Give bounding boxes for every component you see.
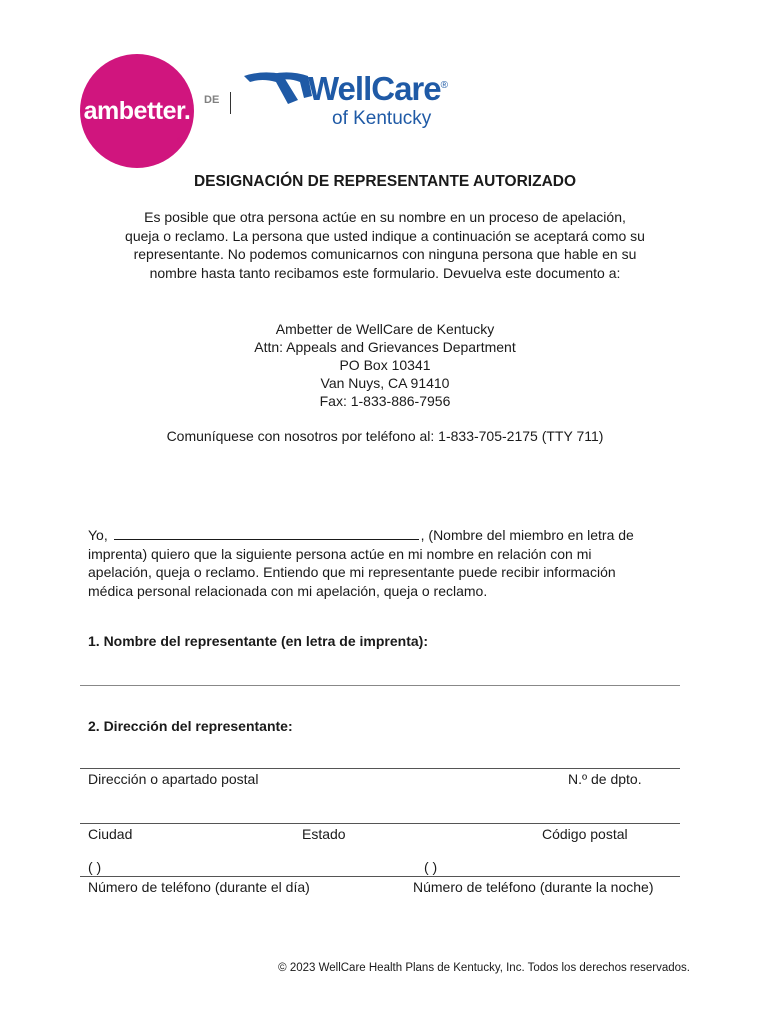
city-state-zip-line-field[interactable] xyxy=(80,823,680,824)
wellcare-logo-name: WellCare® xyxy=(308,70,447,107)
section2-label: 2. Dirección del representante: xyxy=(88,718,293,734)
mailing-address xyxy=(0,320,770,410)
phone-night-label: Número de teléfono (durante la noche) xyxy=(413,879,654,895)
wellcare-reg-mark: ® xyxy=(440,80,447,91)
address-field-label: Dirección o apartado postal xyxy=(88,771,259,787)
phone-line-field[interactable] xyxy=(80,876,680,877)
intro-line: Es posible que otra persona actúe en su nombre en un proceso de apelación, xyxy=(144,209,626,225)
state-field-label: Estado xyxy=(302,826,346,842)
zip-field-label: Código postal xyxy=(542,826,628,842)
member-name-blank[interactable] xyxy=(114,527,419,540)
intro-line: representante. No podemos comunicarnos con ninguna persona que hable en su xyxy=(133,246,637,262)
phone-day-area-code[interactable]: ( ) xyxy=(88,859,102,875)
address-line: Van Nuys, CA 91410 xyxy=(320,375,450,391)
intro-line: queja o reclamo. La persona que usted indique a continuación se aceptará como su xyxy=(125,227,645,244)
section1-label: 1. Nombre del representante (en letra de imprenta): xyxy=(88,633,428,649)
logo-connector-de: DE xyxy=(204,94,220,106)
address-line: PO Box 10341 xyxy=(339,357,431,373)
member-line: imprenta) quiero que la siguiente persona actúe en mi nombre en relación con mi xyxy=(88,545,592,562)
document-title: DESIGNACIÓN DE REPRESENTANTE AUTORIZADO xyxy=(193,173,577,190)
wellcare-logo-subtitle: of Kentucky xyxy=(332,108,432,129)
address-line-field[interactable] xyxy=(80,768,680,769)
apt-field-label: N.º de dpto. xyxy=(568,771,642,787)
phone-day-label: Número de teléfono (durante el día) xyxy=(88,879,310,895)
member-suffix: , (Nombre del miembro en letra de xyxy=(420,527,634,543)
ambetter-reg-mark: ® xyxy=(177,138,182,144)
member-statement xyxy=(88,526,688,600)
address-line: Attn: Appeals and Grievances Department xyxy=(254,339,516,355)
logo-divider xyxy=(230,92,231,114)
representative-name-line[interactable] xyxy=(80,685,680,686)
copyright-footer: © 2023 WellCare Health Plans de Kentucky, Inc. Todos los derechos reservados. xyxy=(278,962,690,974)
member-first-line xyxy=(88,526,688,545)
intro-line: nombre hasta tanto recibamos este formulario. Devuelva este documento a: xyxy=(149,264,621,281)
member-prefix: Yo, xyxy=(88,527,108,543)
contact-phone: Comuníquese con nosotros por teléfono al: 1-833-705-2175 (TTY 711) xyxy=(166,428,604,444)
member-line: apelación, queja o reclamo. Entiendo que mi representante puede recibir información xyxy=(88,564,616,580)
ambetter-logo-text: ambetter. xyxy=(83,96,191,125)
address-line: Fax: 1-833-886-7956 xyxy=(319,393,451,409)
city-field-label: Ciudad xyxy=(88,826,133,842)
phone-night-area-code[interactable]: ( ) xyxy=(424,859,438,875)
header-logos xyxy=(80,42,680,152)
member-line: médica personal relacionada con mi apelación, queja o reclamo. xyxy=(88,582,488,599)
intro-paragraph xyxy=(95,208,675,282)
address-line: Ambetter de WellCare de Kentucky xyxy=(275,321,495,337)
ambetter-logo xyxy=(80,54,194,168)
